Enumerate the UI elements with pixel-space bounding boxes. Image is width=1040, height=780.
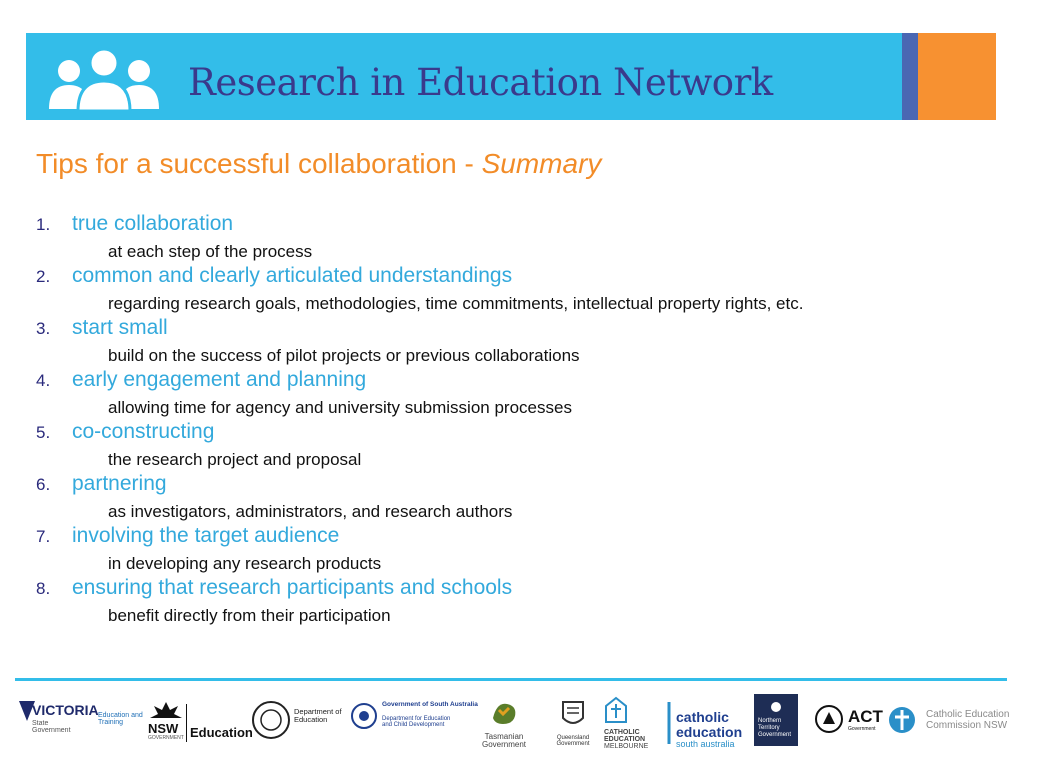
list-item-number: 6.	[36, 475, 51, 494]
banner-stripe	[902, 33, 918, 120]
list-item-heading: ensuring that research participants and schools	[72, 576, 513, 599]
page-title	[36, 148, 601, 180]
list-item	[36, 524, 1016, 576]
list-item-heading: true collaboration	[72, 212, 234, 235]
list-item-detail: in developing any research products	[108, 554, 382, 573]
banner-accent-block	[918, 33, 996, 120]
list-item-heading: partnering	[72, 472, 167, 495]
crest-icon	[252, 698, 290, 742]
act-crest-icon	[814, 704, 844, 734]
list-item-heading: early engagement and planning	[72, 368, 367, 391]
list-item-heading: involving the target audience	[72, 524, 340, 547]
catholic-education-melbourne-logo: CATHOLIC EDUCATION MELBOURNE	[604, 696, 648, 751]
list-item-number: 1.	[36, 215, 51, 234]
list-item	[36, 368, 1016, 420]
cec-circle-cross-icon	[888, 706, 916, 734]
cross-icon	[664, 700, 674, 746]
northern-territory-government-logo: Northern Territory Government	[754, 694, 798, 746]
banner-title: Research in Education Network	[188, 61, 773, 104]
people-group-icon	[44, 43, 164, 113]
list-item-number: 8.	[36, 579, 51, 598]
queensland-crest-icon	[555, 698, 591, 730]
tasmanian-government-logo: Tasmanian Government	[478, 698, 530, 750]
list-item-detail: the research project and proposal	[108, 450, 362, 469]
list-item-detail: allowing time for agency and university submission processes	[108, 398, 572, 417]
list-item-heading: co-constructing	[72, 420, 215, 443]
list-item-detail: build on the success of pilot projects or previous collaborations	[108, 346, 580, 365]
list-item-heading: common and clearly articulated understandings	[72, 264, 513, 287]
queensland-government-logo: Queensland Government	[550, 698, 596, 747]
list-item-number: 3.	[36, 319, 51, 338]
list-item-detail: at each step of the process	[108, 242, 313, 261]
list-item	[36, 264, 1016, 316]
list-item-number: 4.	[36, 371, 51, 390]
header-banner	[26, 33, 996, 120]
tasmanian-devil-icon	[489, 698, 519, 728]
list-item	[36, 472, 1016, 524]
page-title-main: Tips for a successful collaboration -	[36, 148, 482, 179]
footer-divider	[15, 678, 1007, 681]
list-item-detail: as investigators, administrators, and research authors	[108, 502, 513, 521]
sa-piping-shrike-icon	[350, 702, 378, 730]
list-item	[36, 316, 1016, 368]
list-item-detail: regarding research goals, methodologies, time commitments, intellectual property rights, etc.	[108, 294, 804, 313]
list-item-heading: start small	[72, 316, 168, 339]
page-title-emphasis: Summary	[481, 148, 602, 179]
tips-list	[36, 212, 1016, 628]
list-item-number: 7.	[36, 527, 51, 546]
list-item-detail: benefit directly from their participation	[108, 606, 391, 625]
list-item	[36, 576, 1016, 628]
list-item-number: 2.	[36, 267, 51, 286]
list-item	[36, 212, 1016, 264]
nt-emblem-icon	[769, 700, 783, 714]
list-item-number: 5.	[36, 423, 51, 442]
list-item	[36, 420, 1016, 472]
building-icon	[604, 696, 628, 724]
